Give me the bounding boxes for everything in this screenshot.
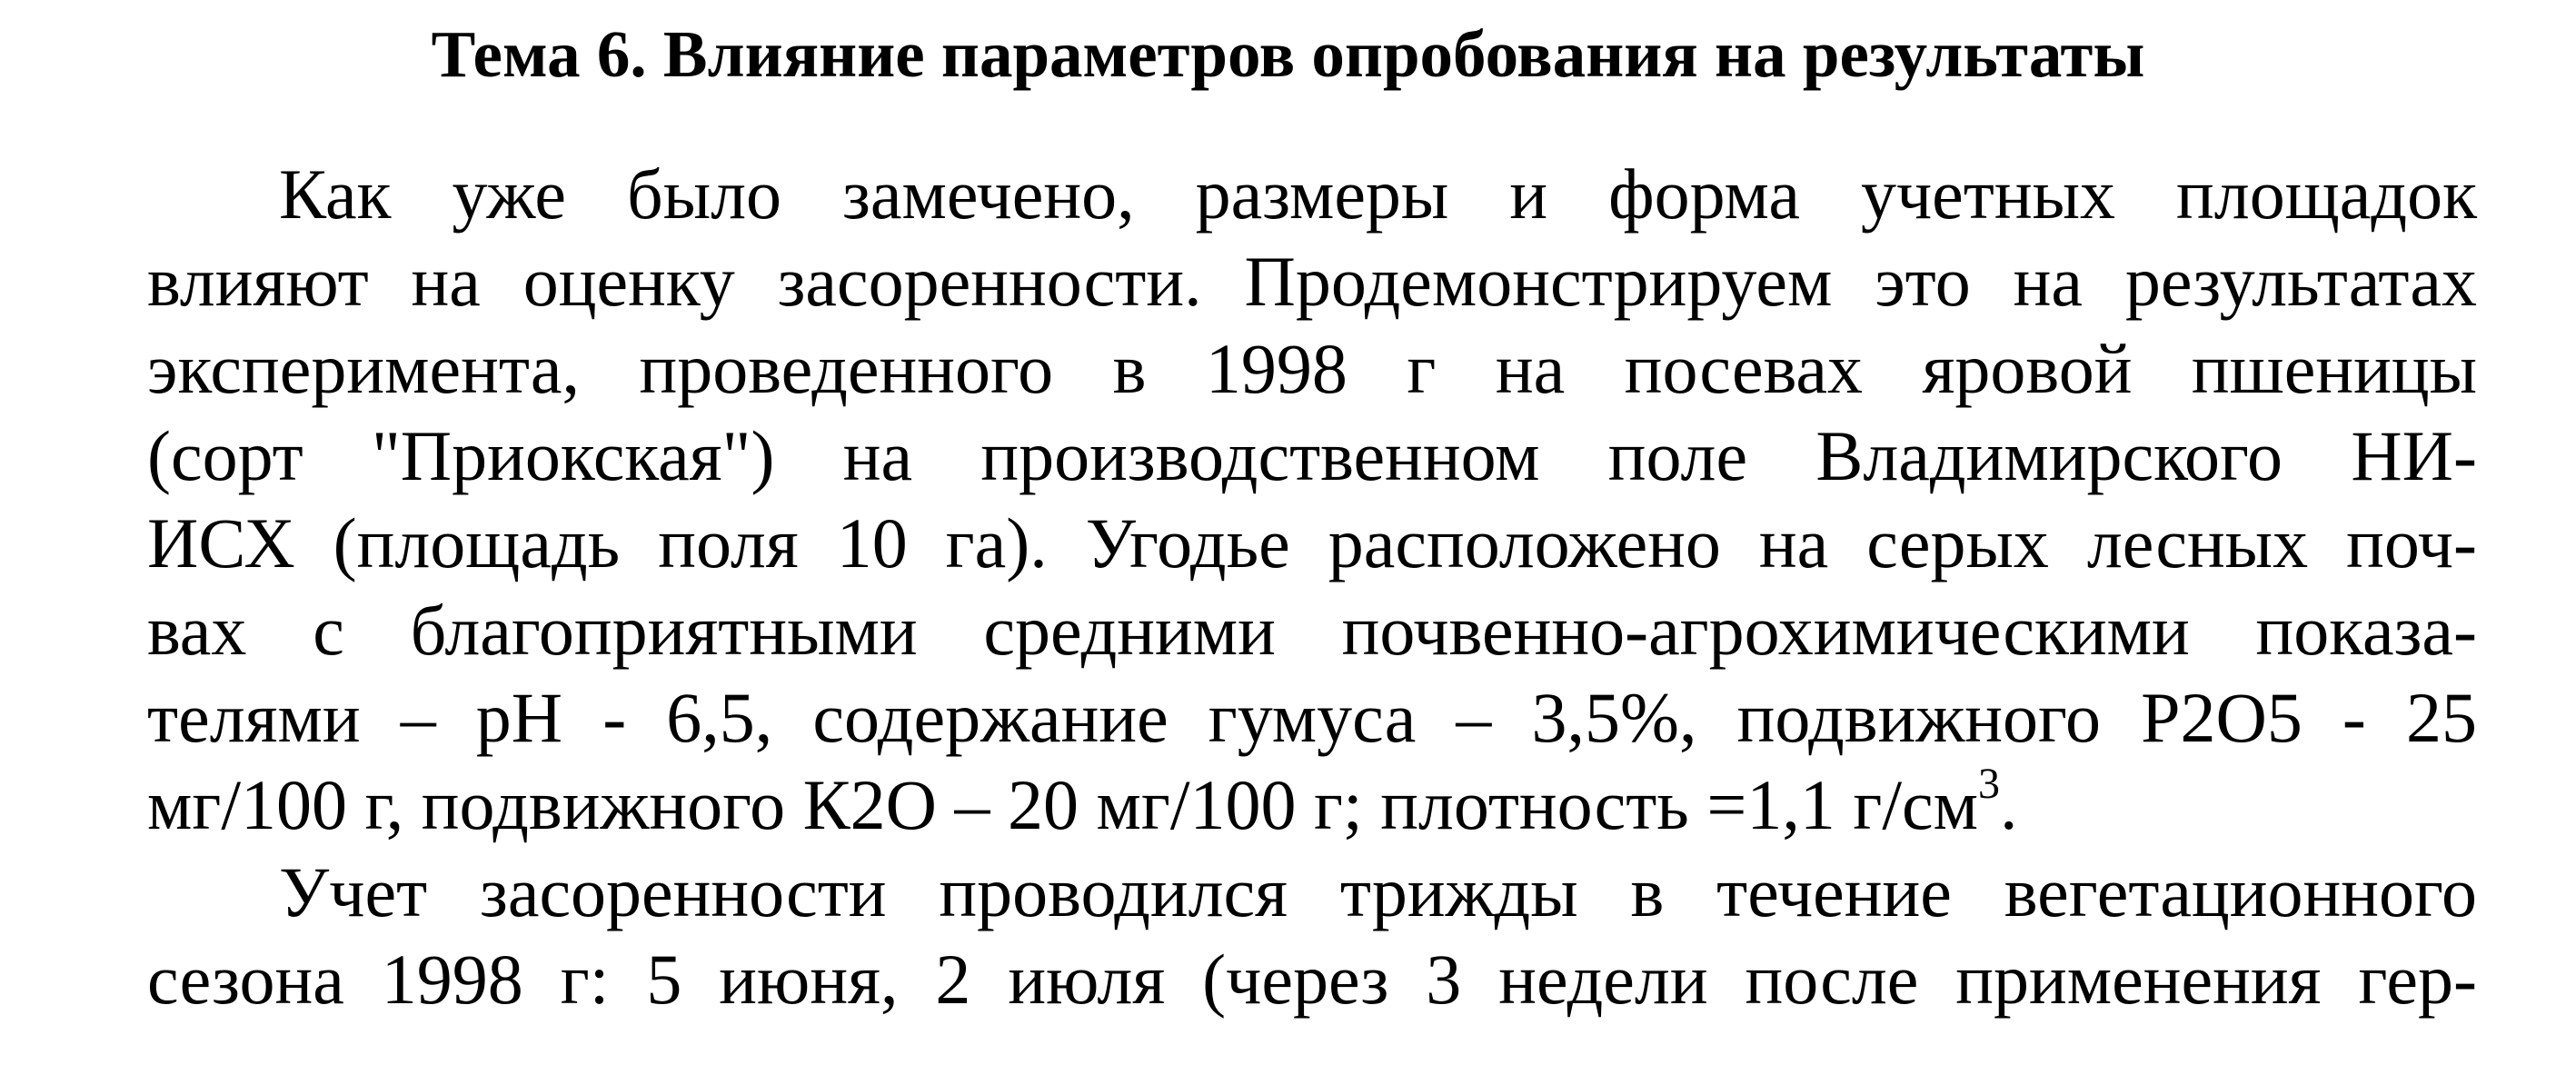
paragraph-1-line-8-end: . <box>2000 765 2018 844</box>
cubic-superscript: 3 <box>1978 760 2001 808</box>
paragraph-1-line-1: Как уже было замечено, размеры и форма учетных площадок <box>279 154 2477 234</box>
paragraph-2-line-1: Учет засоренности проводился трижды в течение вегетационного <box>279 852 2477 931</box>
paragraph-1-line-8-text: мг/100 г, подвижного К2О – 20 мг/100 г; плотность =1,1 г/см <box>147 765 1979 844</box>
paragraph-1-line-3: эксперимента, проведенного в 1998 г на посевах яровой пшеницы <box>147 329 2477 408</box>
paragraph-1-line-7: телями – pH - 6,5, содержание гумуса – 3,5%, подвижного P2O5 - 25 <box>147 678 2477 757</box>
paragraph-1-line-5: ИСХ (площадь поля 10 га). Угодье расположено на серых лесных поч- <box>147 503 2477 582</box>
section-title: Тема 6. Влияние параметров опробования на результаты <box>431 17 2145 91</box>
paragraph-1-line-4: (сорт "Приокская") на производственном поле Владимирского НИ- <box>147 416 2477 495</box>
paragraph-1-line-8 <box>147 761 2477 849</box>
paragraph-1-line-6: вах с благоприятными средними почвенно-агрохимическими показа- <box>147 591 2477 670</box>
paragraph-2-line-2: сезона 1998 г: 5 июня, 2 июля (через 3 недели после применения гер- <box>147 940 2477 1019</box>
paragraph-1-line-2: влияют на оценку засоренности. Продемонстрируем это на результатах <box>147 242 2477 321</box>
